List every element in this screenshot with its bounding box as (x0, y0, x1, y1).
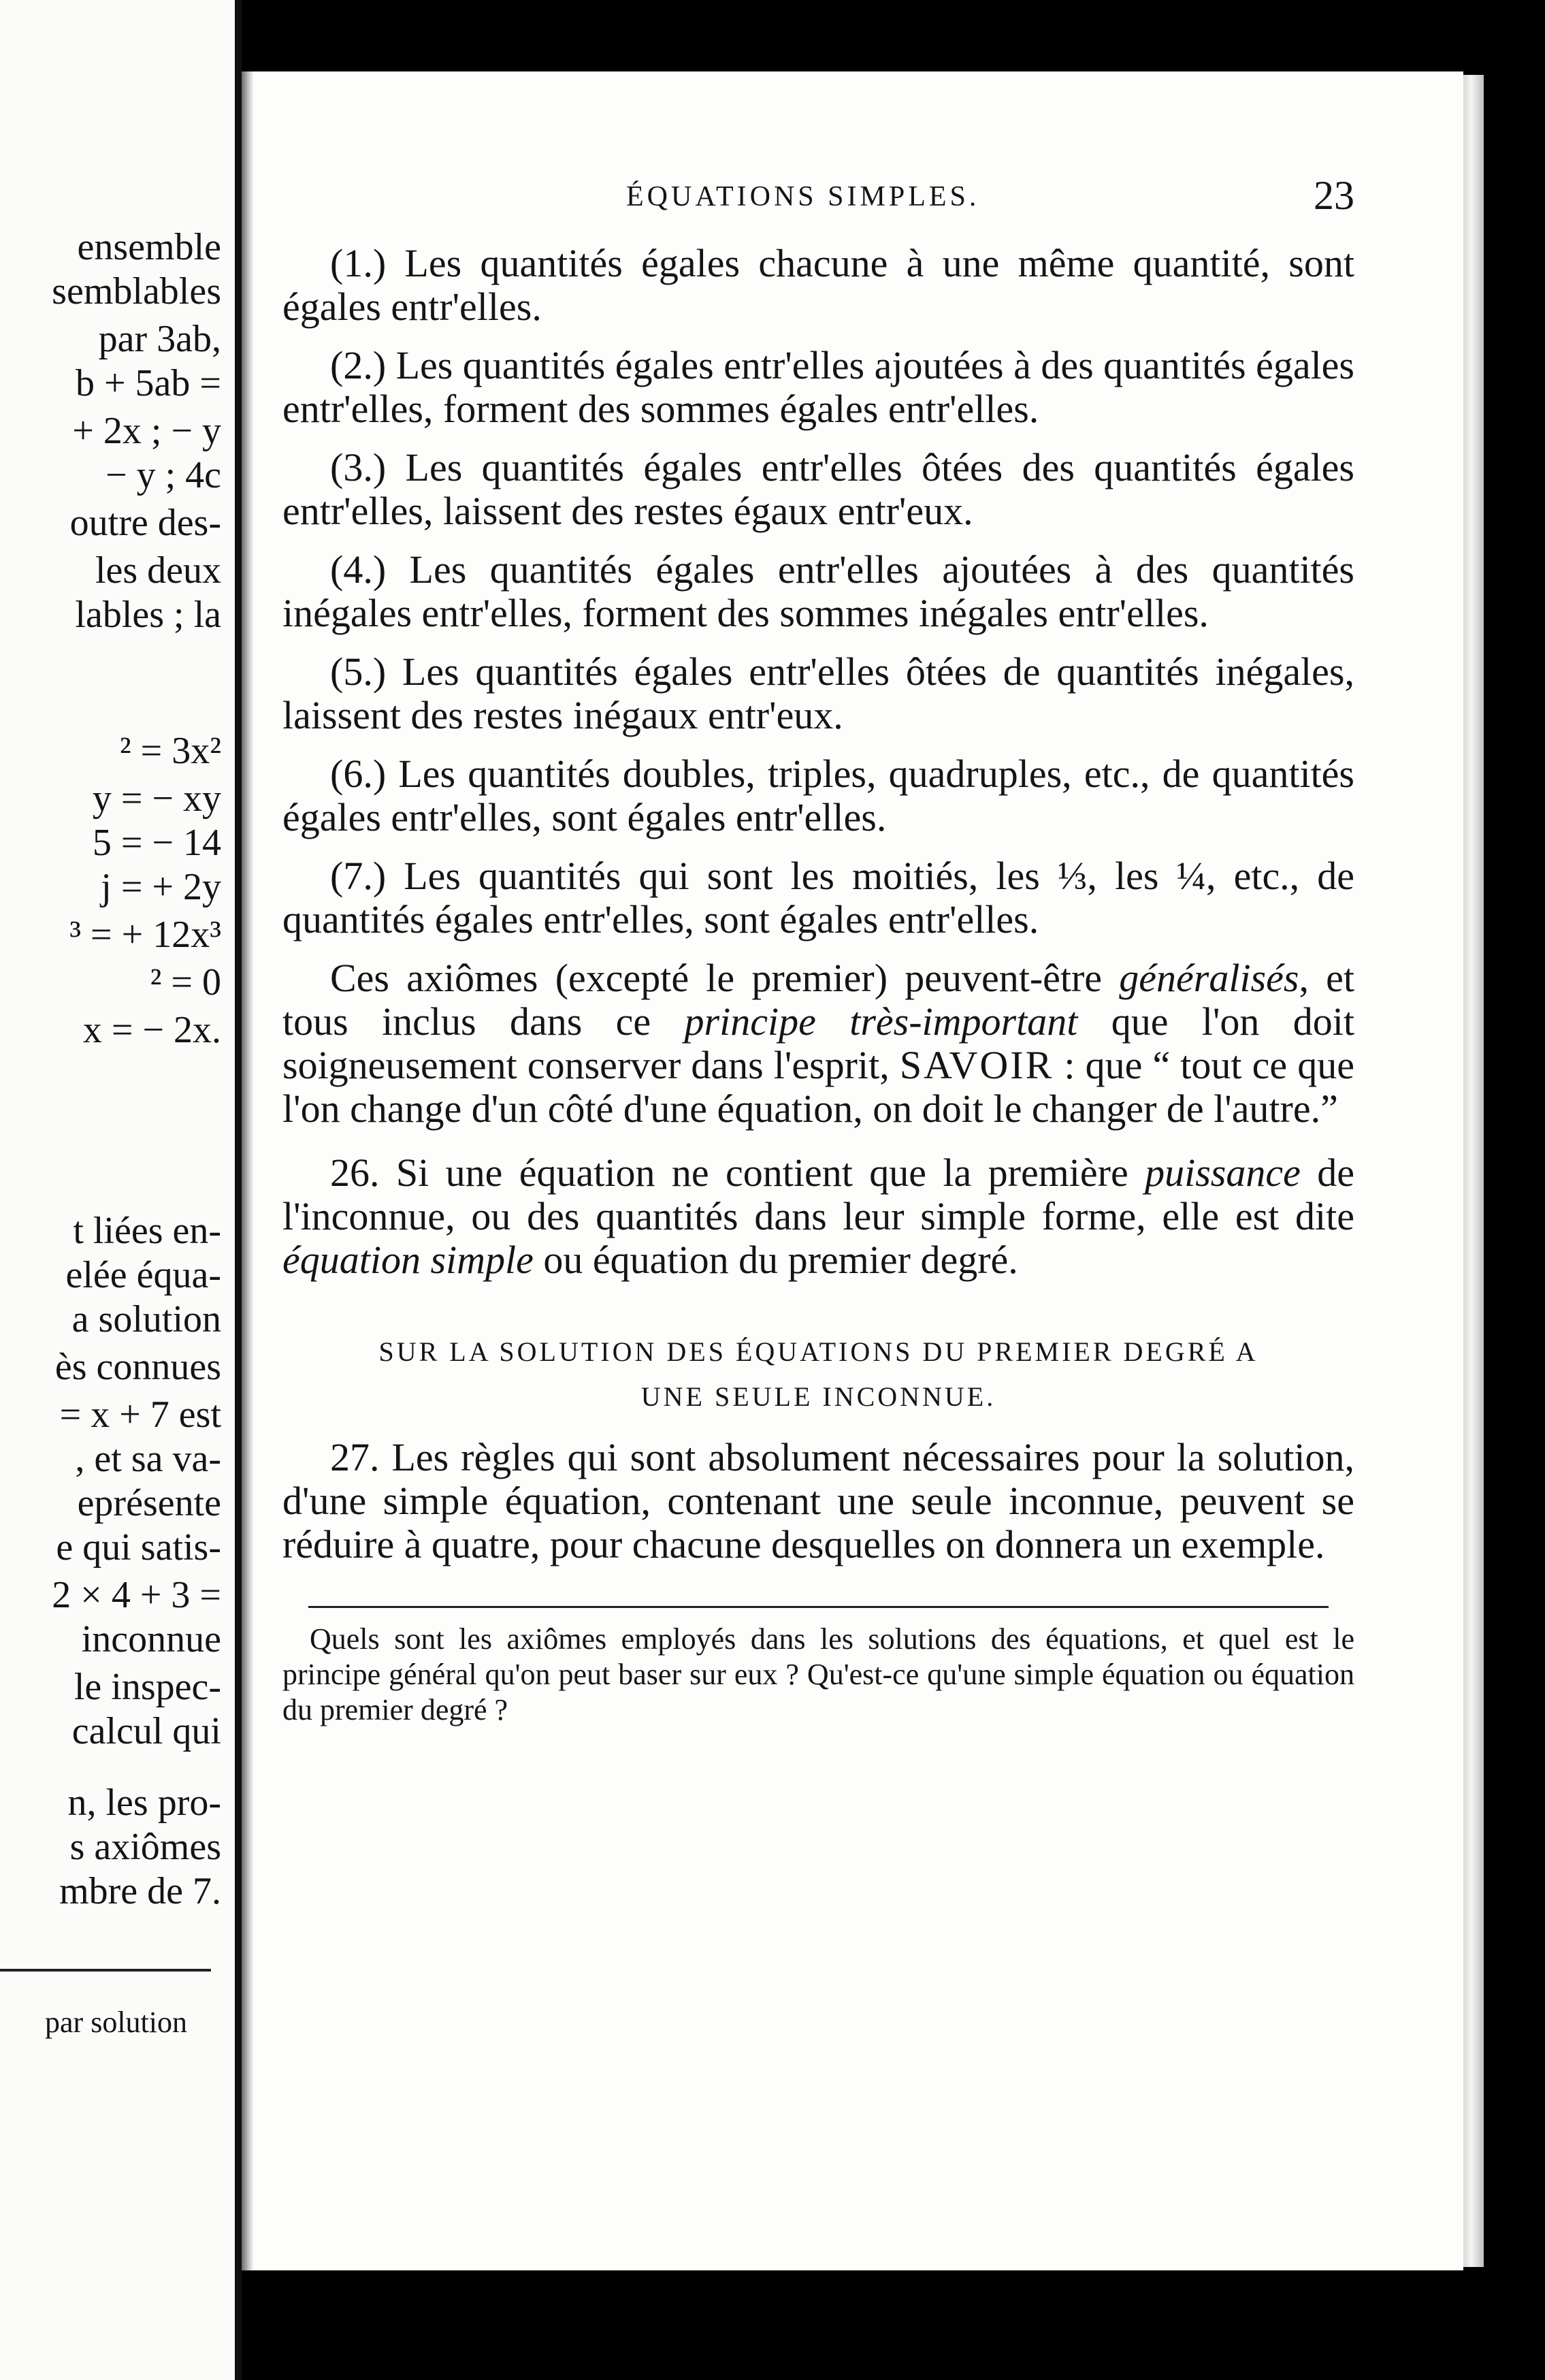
left-page-line: = x + 7 est (59, 1394, 221, 1436)
axiom-6: (6.) Les quantités doubles, triples, quadruples, etc., de quantités égales entr'elles, sont égales entr'elles. (282, 752, 1354, 839)
axiom-3: (3.) Les quantités égales entr'elles ôtées des quantités égales entr'elles, laissent des restes égaux entr'eux. (282, 445, 1354, 533)
left-page-line: ³ = + 12x³ (69, 914, 221, 956)
left-page-fragment (0, 0, 235, 2380)
left-page-line: elée équa- (65, 1254, 221, 1296)
page-edge (1463, 75, 1484, 2267)
left-page-line: le inspec- (74, 1666, 221, 1708)
page-spine-shadow (242, 71, 254, 2270)
axiom-5: (5.) Les quantités égales entr'elles ôtées de quantités inégales, laissent des restes inégaux entr'eux. (282, 649, 1354, 737)
left-page-line: y = − xy (92, 777, 221, 820)
left-page-line: n, les pro- (67, 1782, 221, 1824)
left-page-line: par 3ab, (98, 318, 221, 360)
left-page-line: , et sa va- (75, 1438, 221, 1480)
left-page-line: − y ; 4c (105, 454, 221, 496)
left-page-line: s axiômes (69, 1826, 221, 1868)
left-page-line: eprésente (77, 1482, 221, 1524)
left-page-line: semblables (52, 270, 221, 312)
running-head (282, 167, 1354, 242)
left-page-line: outre des- (69, 502, 221, 544)
running-title: ÉQUATIONS SIMPLES. (626, 181, 980, 212)
axiom-7: (7.) Les quantités qui sont les moitiés, les ⅓, les ¼, etc., de quantités égales entr'elles, sont égales entr'elles. (282, 854, 1355, 942)
left-page-line: ² = 3x² (119, 730, 221, 772)
left-page-line: les deux (95, 549, 221, 592)
left-page-line: b + 5ab = (75, 362, 221, 404)
left-page-line: lables ; la (75, 594, 221, 636)
footnote-rule (308, 1606, 1329, 1608)
left-page-line: 5 = − 14 (92, 822, 221, 864)
fraction-quarter: ¼ (1176, 854, 1206, 898)
left-footnote-rule (0, 1969, 211, 1972)
left-page-line: e qui satis- (56, 1526, 221, 1569)
left-page-line: inconnue (81, 1618, 221, 1660)
left-page-line: ès connues (54, 1346, 221, 1388)
left-page-line: a solution (71, 1298, 221, 1340)
review-questions: Quels sont les axiômes employés dans les solutions des équations, et quel est le principe général qu'on peut baser sur eux ? Qu'est-ce qu'une simple équation ou équation du premier degré ? (282, 1622, 1354, 1726)
axiom-2: (2.) Les quantités égales entr'elles ajoutées à des quantités égales entr'elles, forment des sommes égales entr'elles. (282, 343, 1354, 431)
left-page-line: mbre de 7. (59, 1870, 221, 1912)
book-gutter (235, 0, 242, 2380)
article-27: 27. Les règles qui sont absolument nécessaires pour la solution, d'une simple équation, contenant une seule inconnue, peuvent se réduire à quatre, pour chacune desquelles on donnera un exemple. (282, 1435, 1354, 1566)
left-page-line: ² = 0 (150, 961, 221, 1003)
left-page-line: t liées en- (73, 1210, 221, 1252)
section-title: SUR LA SOLUTION DES ÉQUATIONS DU PREMIER DEGRÉ A UNE SEULE INCONNUE. (378, 1336, 1258, 1412)
page-number: 23 (1314, 173, 1354, 218)
left-footnote: par solution (45, 2006, 187, 2039)
left-page-line: 2 × 4 + 3 = (52, 1574, 221, 1616)
axiom-1: (1.) Les quantités égales chacune à une même quantité, sont égales entr'elles. (282, 241, 1354, 329)
left-page-line: x = − 2x. (82, 1009, 221, 1051)
left-page-line: ensemble (77, 226, 221, 268)
principle-paragraph: Ces axiômes (excepté le premier) peuvent-être généralisés, et tous inclus dans ce principe très-important que l'on doit soigneusement conserver dans l'esprit, SAVOIR : que “ tout ce que l'on change d'un côté d'une équation, on doit le changer de l'autre.” (282, 956, 1354, 1131)
left-page-line: calcul qui (71, 1710, 221, 1752)
fraction-third: ⅓ (1057, 854, 1088, 898)
axiom-4: (4.) Les quantités égales entr'elles ajoutées à des quantités inégales entr'elles, forment des sommes inégales entr'elles. (282, 547, 1354, 635)
page-text (282, 167, 1354, 1728)
left-page-line: + 2x ; − y (72, 410, 221, 452)
left-page-line: j = + 2y (101, 866, 221, 908)
article-26: 26. Si une équation ne contient que la première puissance de l'inconnue, ou des quantités dans leur simple forme, elle est dite équation simple ou équation du premier degré. (282, 1151, 1354, 1282)
